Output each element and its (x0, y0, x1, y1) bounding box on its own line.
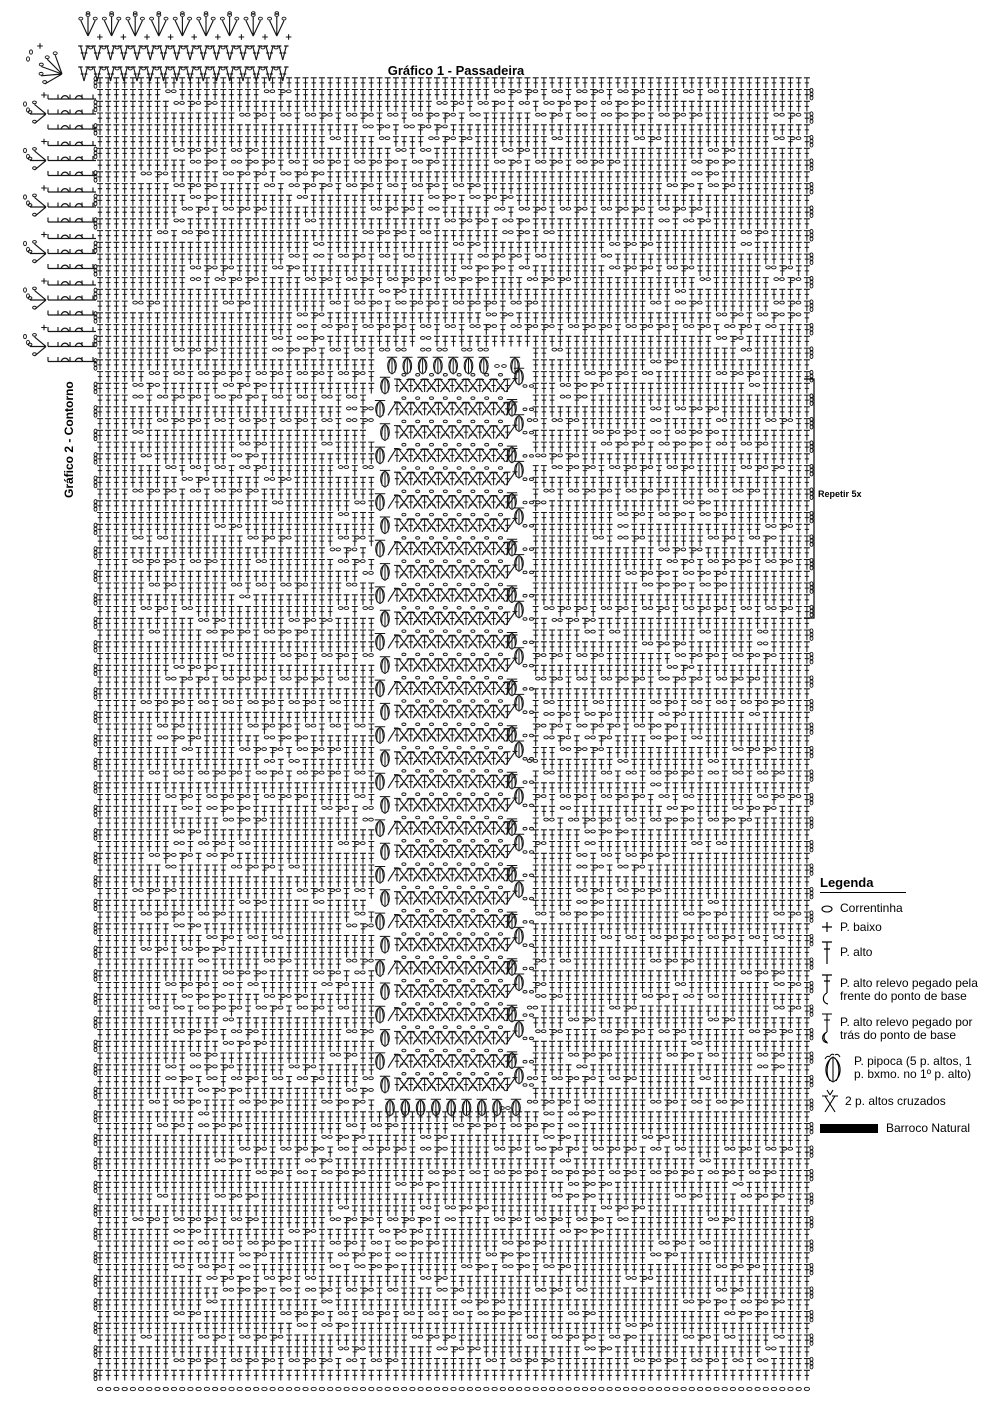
legend-label: P. alto (840, 945, 873, 960)
legend-item (820, 921, 998, 935)
back-post-dc-icon (820, 1012, 836, 1046)
legend-label: 2 p. altos cruzados (845, 1093, 946, 1108)
chart2-title: Gráfico 2 - Contorno (62, 381, 76, 498)
chain-icon (820, 904, 836, 914)
top-edging (30, 17, 289, 362)
repeat-label: Repetir 5x (818, 489, 862, 499)
crossed-dc-icon (820, 1089, 841, 1114)
single-crochet-icon (820, 921, 836, 933)
legend-item (820, 940, 998, 966)
legend-item (820, 1012, 998, 1046)
double-crochet-icon (820, 940, 836, 966)
legend-label: P. baixo (840, 919, 882, 934)
legend-item (820, 973, 998, 1007)
legend-item (820, 1089, 998, 1114)
color-swatch (820, 1124, 882, 1133)
legend-item (820, 902, 998, 916)
legend-label: Barroco Natural (886, 1121, 971, 1135)
legend-item (820, 1122, 998, 1136)
legend-item (820, 1052, 998, 1084)
front-post-dc-icon (820, 973, 836, 1007)
legend-label: P. pipoca (5 p. altos, 1 p. bxmo. no 1º p. alto) (854, 1053, 972, 1081)
main-grid (24, 12, 813, 1391)
legend-label: P. alto relevo pegado por trás do ponto de base (840, 1014, 973, 1042)
legend-label: P. alto relevo pegado pela frente do ponto de base (840, 975, 978, 1003)
chart1-title: Gráfico 1 - Passadeira (387, 63, 525, 78)
popcorn-icon (820, 1052, 850, 1084)
legend (820, 874, 998, 1136)
legend-label: Correntinha (840, 901, 903, 915)
legend-title: Legenda (820, 875, 906, 893)
